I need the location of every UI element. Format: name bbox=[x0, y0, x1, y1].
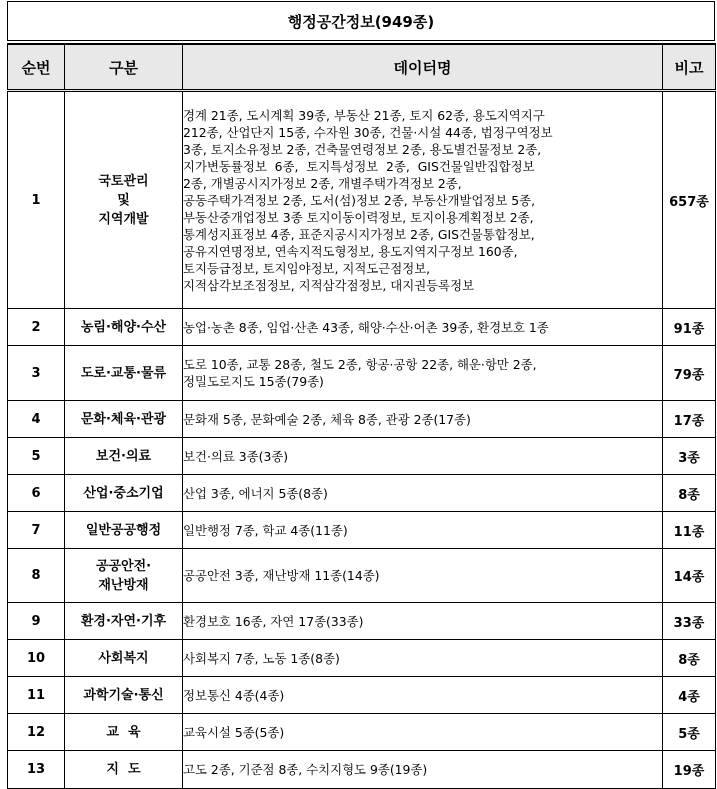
data-name-line: 고도 2종, 기준점 8종, 수치지형도 9종(19종) bbox=[183, 762, 428, 777]
row-number: 3 bbox=[8, 346, 65, 401]
row-category bbox=[65, 346, 183, 401]
table-row bbox=[8, 677, 716, 714]
category-line: 일반공공행정 bbox=[85, 522, 162, 538]
row-data-names bbox=[183, 346, 663, 401]
row-number: 5 bbox=[8, 438, 65, 475]
row-number: 2 bbox=[8, 309, 65, 346]
data-name-line: 문화재 5종, 문화예술 2종, 체육 8종, 관광 2종(17종) bbox=[183, 411, 471, 427]
row-category bbox=[65, 714, 183, 751]
row-data-names bbox=[183, 512, 663, 549]
row-number: 4 bbox=[8, 401, 65, 438]
category-line: 및 bbox=[117, 192, 130, 208]
data-name-line: 보건·의료 3종(3종) bbox=[183, 448, 289, 464]
data-name-line: 공동주택가격정보 2종, 도서(섬)정보 2종, 부동산개발업정보 5종, bbox=[183, 192, 536, 208]
row-number: 12 bbox=[8, 714, 65, 751]
row-note-count: 91종 bbox=[663, 309, 716, 346]
data-name-line: 토지등급정보, 토지임야정보, 지적도근점정보, bbox=[183, 260, 431, 276]
data-name-line: 사회복지 7종, 노동 1종(8종) bbox=[183, 650, 340, 666]
category-line: 재난방재 bbox=[98, 577, 149, 593]
table-row bbox=[8, 549, 716, 603]
data-name-line: 경계 21종, 도시계획 39종, 부동산 21종, 토지 62종, 용도지역지구 bbox=[183, 107, 545, 123]
data-name-line: 지적삼각보조점정보, 지적삼각점정보, 대지권등록정보 bbox=[183, 277, 475, 293]
row-note-count: 657종 bbox=[663, 91, 716, 309]
category-line: 공공안전· bbox=[95, 558, 152, 574]
spatial-info-table bbox=[7, 43, 716, 789]
row-category bbox=[65, 309, 183, 346]
table-row bbox=[8, 640, 716, 677]
header-row bbox=[8, 44, 716, 91]
data-name-line: 지가변동률정보 6종, 토지특성정보 2종, GIS건물일반집합정보 bbox=[183, 158, 535, 174]
row-category bbox=[65, 603, 183, 640]
row-note-count: 14종 bbox=[663, 549, 716, 603]
row-data-names bbox=[183, 549, 663, 603]
category-line: 지역개발 bbox=[98, 211, 149, 227]
header-data: 데이터명 bbox=[183, 44, 663, 91]
row-number: 8 bbox=[8, 549, 65, 603]
row-note-count: 19종 bbox=[663, 751, 716, 789]
row-data-names bbox=[183, 640, 663, 677]
row-note-count: 8종 bbox=[663, 640, 716, 677]
row-data-names bbox=[183, 603, 663, 640]
data-name-line: 공유지연명정보, 연속지적도형정보, 용도지역지구정보 160종, bbox=[183, 243, 518, 259]
category-line: 산업·중소기업 bbox=[83, 485, 164, 501]
row-number: 7 bbox=[8, 512, 65, 549]
row-category bbox=[65, 640, 183, 677]
row-number: 11 bbox=[8, 677, 65, 714]
row-number: 1 bbox=[8, 91, 65, 309]
category-line: 교 육 bbox=[106, 724, 141, 740]
data-name-line: 부동산중개업정보 3종 토지이동이력정보, 토지이용계획정보 2종, bbox=[183, 209, 534, 225]
row-number: 10 bbox=[8, 640, 65, 677]
row-category bbox=[65, 91, 183, 309]
data-name-line: 212종, 산업단지 15종, 수자원 30종, 건물·시설 44종, 법정구역정보 bbox=[183, 124, 553, 140]
row-number: 6 bbox=[8, 475, 65, 512]
data-name-line: 2종, 개별공시지가정보 2종, 개별주택가격정보 2종, bbox=[183, 175, 462, 191]
data-name-line: 통계성지표정보 4종, 표준지공시지가정보 2종, GIS건물통합정보, bbox=[183, 226, 535, 242]
row-data-names bbox=[183, 677, 663, 714]
row-note-count: 33종 bbox=[663, 603, 716, 640]
row-number: 13 bbox=[8, 751, 65, 789]
category-line: 국토관리 bbox=[98, 173, 149, 189]
row-note-count: 5종 bbox=[663, 714, 716, 751]
header-category: 구분 bbox=[65, 44, 183, 91]
row-note-count: 79종 bbox=[663, 346, 716, 401]
category-line: 보건·의료 bbox=[95, 448, 152, 464]
row-category bbox=[65, 401, 183, 438]
category-line: 농림·해양·수산 bbox=[80, 319, 167, 335]
data-name-line: 정밀도로지도 15종(79종) bbox=[183, 374, 324, 389]
category-line: 도로·교통·물류 bbox=[80, 365, 167, 381]
table-row bbox=[8, 309, 716, 346]
category-line: 지 도 bbox=[106, 762, 141, 777]
row-data-names bbox=[183, 309, 663, 346]
data-name-line: 정보통신 4종(4종) bbox=[183, 687, 285, 703]
table-row bbox=[8, 475, 716, 512]
row-number: 9 bbox=[8, 603, 65, 640]
data-name-line: 도로 10종, 교통 28종, 철도 2종, 항공·공항 22종, 해운·항만 2종, bbox=[183, 357, 537, 372]
table-row bbox=[8, 346, 716, 401]
data-name-line: 농업·농촌 8종, 임업·산촌 43종, 해양·수산·어촌 39종, 환경보호 1종 bbox=[183, 319, 549, 335]
data-name-line: 산업 3종, 에너지 5종(8종) bbox=[183, 485, 328, 501]
row-category bbox=[65, 549, 183, 603]
row-note-count: 3종 bbox=[663, 438, 716, 475]
header-note: 비고 bbox=[663, 44, 716, 91]
row-data-names bbox=[183, 714, 663, 751]
row-data-names bbox=[183, 438, 663, 475]
table-title: 행정공간정보(949종) bbox=[7, 1, 715, 41]
category-line: 환경·자연·기후 bbox=[80, 613, 167, 629]
row-category bbox=[65, 438, 183, 475]
row-category bbox=[65, 475, 183, 512]
table-row bbox=[8, 91, 716, 309]
data-name-line: 교육시설 5종(5종) bbox=[183, 724, 285, 740]
header-no: 순번 bbox=[8, 44, 65, 91]
category-line: 문화·체육·관광 bbox=[80, 411, 167, 427]
row-data-names bbox=[183, 401, 663, 438]
table-row bbox=[8, 603, 716, 640]
row-category bbox=[65, 677, 183, 714]
row-data-names bbox=[183, 91, 663, 309]
table-row bbox=[8, 401, 716, 438]
category-line: 사회복지 bbox=[98, 650, 149, 666]
row-note-count: 11종 bbox=[663, 512, 716, 549]
table-row bbox=[8, 438, 716, 475]
row-category bbox=[65, 512, 183, 549]
table-row bbox=[8, 714, 716, 751]
row-note-count: 4종 bbox=[663, 677, 716, 714]
row-data-names bbox=[183, 475, 663, 512]
row-note-count: 8종 bbox=[663, 475, 716, 512]
table-body bbox=[8, 91, 716, 789]
row-note-count: 17종 bbox=[663, 401, 716, 438]
data-name-line: 일반행정 7종, 학교 4종(11종) bbox=[183, 522, 348, 538]
category-line: 과학기술·통신 bbox=[83, 687, 164, 703]
data-name-line: 공공안전 3종, 재난방재 11종(14종) bbox=[183, 568, 380, 583]
data-name-line: 3종, 토지소유정보 2종, 건축물연령정보 2종, 용도별건물정보 2종, bbox=[183, 141, 542, 157]
data-name-line: 환경보호 16종, 자연 17종(33종) bbox=[183, 613, 364, 629]
table-row bbox=[8, 512, 716, 549]
